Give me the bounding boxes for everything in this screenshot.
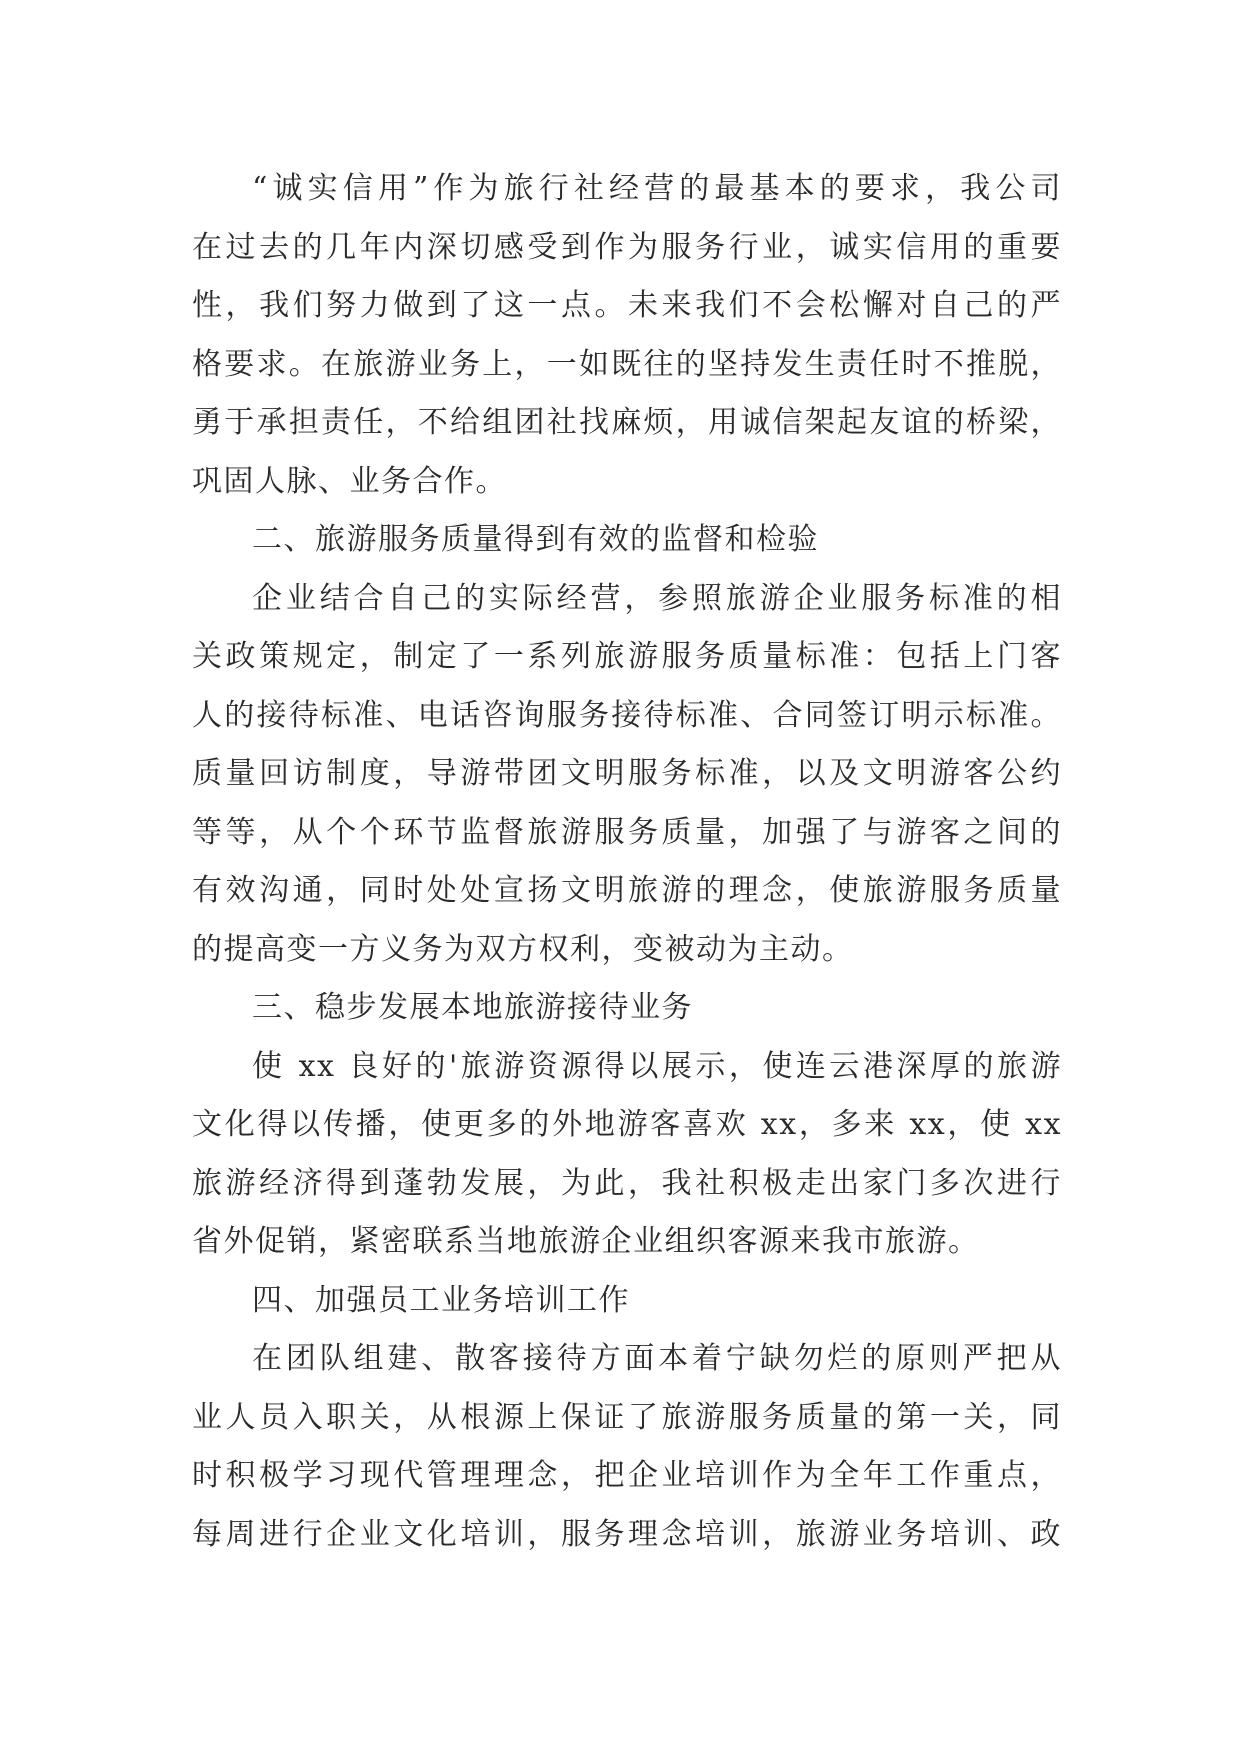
paragraph-line: 人的接待标准、电话咨询服务接待标准、合同签订明示标准。 <box>192 697 1062 733</box>
paragraph-line: 的提高变一方义务为双方权利，变被动为主动。 <box>192 931 854 967</box>
paragraph-line: 省外促销，紧密联系当地旅游企业组织客源来我市旅游。 <box>192 1224 980 1259</box>
paragraph-line: 等等，从个个环节监督旅游服务质量，加强了与游客之间的 <box>192 814 1062 850</box>
paragraph-line: 时积极学习现代管理理念，把企业培训作为全年工作重点， <box>192 1458 1062 1493</box>
paragraph-line: 在过去的几年内深切感受到作为服务行业，诚实信用的重要 <box>192 229 1062 265</box>
paragraph-line: “诚实信用”作为旅行社经营的最基本的要求，我公司 <box>252 171 1062 206</box>
paragraph-line: 有效沟通，同时处处宣扬文明旅游的理念，使旅游服务质量 <box>192 873 1062 908</box>
section-heading: 三、稳步发展本地旅游接待业务 <box>252 990 693 1025</box>
section-heading: 四、加强员工业务培训工作 <box>252 1282 630 1318</box>
paragraph-line: 文化得以传播，使更多的外地游客喜欢 xx，多来 xx，使 xx <box>192 1107 1062 1142</box>
paragraph-line: 旅游经济得到蓬勃发展，为此，我社积极走出家门多次进行 <box>192 1165 1062 1201</box>
paragraph-line: 使 xx 良好的'旅游资源得以展示，使连云港深厚的旅游 <box>252 1048 1062 1084</box>
paragraph-line: 企业结合自己的实际经营，参照旅游企业服务标准的相 <box>252 580 1062 616</box>
document-body <box>192 160 1062 1564</box>
paragraph-line: 巩固人脉、业务合作。 <box>192 463 507 499</box>
paragraph-line: 格要求。在旅游业务上，一如既往的坚持发生责任时不推脱， <box>192 346 1062 382</box>
paragraph-line: 勇于承担责任，不给组团社找麻烦，用诚信架起友谊的桥梁， <box>192 405 1062 440</box>
section-heading: 二、旅游服务质量得到有效的监督和检验 <box>252 522 819 557</box>
paragraph-line: 关政策规定，制定了一系列旅游服务质量标准：包括上门客 <box>192 639 1062 674</box>
paragraph-line: 在团队组建、散客接待方面本着宁缺勿烂的原则严把从 <box>252 1341 1062 1376</box>
paragraph-line: 性，我们努力做到了这一点。未来我们不会松懈对自己的严 <box>192 288 1062 323</box>
paragraph-line: 每周进行企业文化培训，服务理念培训，旅游业务培训、政 <box>192 1516 1062 1552</box>
paragraph-line: 质量回访制度，导游带团文明服务标准，以及文明游客公约 <box>192 756 1062 791</box>
paragraph-line: 业人员入职关，从根源上保证了旅游服务质量的第一关，同 <box>192 1399 1062 1435</box>
